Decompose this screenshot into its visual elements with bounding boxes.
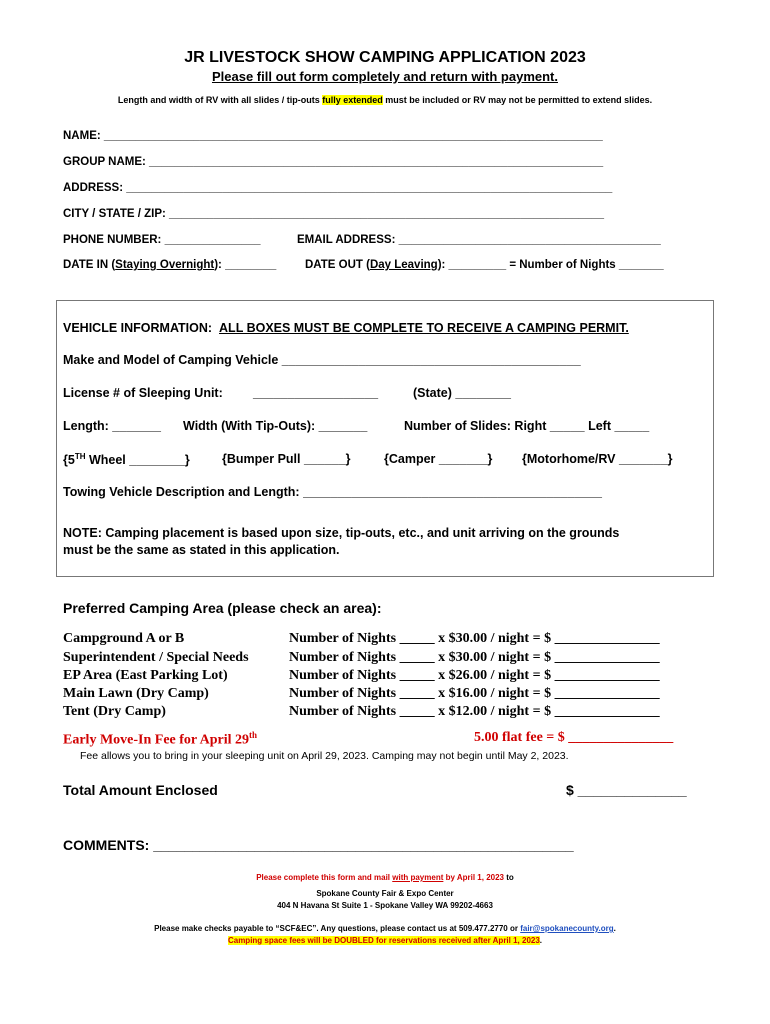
- date-out-underlined: Day Leaving: [369, 259, 438, 271]
- license-field[interactable]: __________________: [253, 386, 379, 400]
- vehicle-heading-label: VEHICLE INFORMATION:: [63, 321, 213, 335]
- note-highlight: fully extended: [322, 95, 383, 105]
- mail-u: with payment: [392, 873, 444, 882]
- width-field[interactable]: Width (With Tip-Outs): _______: [183, 419, 368, 433]
- camping-fee-row[interactable]: Number of Nights _____ x $30.00 / night = $ _______________: [289, 650, 660, 665]
- early-fee-text: 5.00 flat fee = $ _______________: [474, 730, 674, 745]
- camping-fee-row[interactable]: Number of Nights _____ x $12.00 / night = $ _______________: [289, 704, 660, 719]
- city-state-zip-field[interactable]: CITY / STATE / ZIP: ____________________________________________________________________: [63, 208, 604, 220]
- placement-note-line1: NOTE: Camping placement is based upon size, tip-outs, etc., and unit arriving on the grounds: [63, 526, 620, 540]
- doubled-end: .: [539, 936, 543, 945]
- license-label: License # of Sleeping Unit:: [63, 386, 223, 400]
- camping-area-label: Main Lawn (Dry Camp): [63, 686, 209, 701]
- early-move-in-fee[interactable]: [474, 730, 673, 746]
- camping-fee-row[interactable]: Number of Nights _____ x $30.00 / night = $ _______________: [289, 631, 660, 646]
- camping-area-title: Preferred Camping Area (please check an area):: [63, 600, 382, 616]
- mail-c: to: [504, 873, 514, 882]
- early-sup: th: [249, 730, 258, 740]
- early-a: Early Move-In Fee for April 29: [63, 732, 249, 748]
- total-amount-field[interactable]: $ ______________: [566, 782, 687, 798]
- total-label: Total Amount Enclosed: [63, 782, 218, 798]
- date-out-blank: ): _________ = Number of Nights _______: [437, 259, 664, 271]
- camping-area-label: Superintendent / Special Needs: [63, 650, 249, 665]
- mail-b: by April 1, 2023: [443, 873, 504, 882]
- name-field[interactable]: NAME: ______________________________________________________________________________: [63, 130, 603, 142]
- date-in-label: DATE IN (: [63, 259, 116, 271]
- note-before: Length and width of RV with all slides / tip-outs: [117, 95, 323, 105]
- group-name-field[interactable]: GROUP NAME: _______________________________________________________________________: [63, 156, 604, 168]
- early-move-in-note: Fee allows you to bring in your sleeping unit on April 29, 2023. Camping may not begin until May 2, 2023.: [80, 750, 569, 762]
- slides-field[interactable]: Number of Slides: Right _____ Left _____: [404, 419, 650, 433]
- camping-fee-row[interactable]: Number of Nights _____ x $16.00 / night = $ _______________: [289, 686, 660, 701]
- phone-number-field[interactable]: PHONE NUMBER: _______________: [63, 234, 261, 246]
- fifth-wheel-field[interactable]: [63, 452, 190, 467]
- camping-area-label: EP Area (East Parking Lot): [63, 668, 228, 683]
- doubled-fee-warning: [0, 936, 770, 945]
- checks-payable-note: [0, 924, 770, 933]
- page-subtitle: [0, 69, 770, 84]
- address-field[interactable]: ADDRESS: ____________________________________________________________________________: [63, 182, 613, 194]
- date-in-underlined: Staying Overnight: [115, 259, 215, 271]
- org-address: 404 N Havana St Suite 1 - Spokane Valley WA 99202-4663: [277, 901, 493, 910]
- motorhome-field[interactable]: {Motorhome/RV _______}: [522, 452, 673, 466]
- camper-field[interactable]: {Camper _______}: [384, 452, 493, 466]
- fifth-wheel-a: {5: [63, 453, 75, 468]
- early-move-in-label: [63, 730, 257, 749]
- camping-area-label: Tent (Dry Camp): [63, 704, 166, 719]
- placement-note-line2: must be the same as stated in this application.: [63, 543, 340, 557]
- mail-a: Please complete this form and mail: [256, 873, 393, 882]
- camping-fee-row[interactable]: Number of Nights _____ x $26.00 / night = $ _______________: [289, 668, 660, 683]
- rv-length-note: [0, 95, 770, 105]
- org-name: Spokane County Fair & Expo Center: [316, 889, 454, 898]
- subtitle-text: Please fill out form completely and return with payment.: [211, 69, 558, 84]
- date-in-blank: ): ________: [214, 259, 277, 271]
- towing-vehicle-field[interactable]: Towing Vehicle Description and Length: ___________________________________________: [63, 485, 602, 499]
- camping-area-label: Campground A or B: [63, 631, 185, 646]
- fifth-wheel-sup: TH: [74, 452, 86, 461]
- doubled-text: Camping space fees will be DOUBLED for reservations received after April 1, 2023: [227, 936, 540, 945]
- date-out-field[interactable]: [305, 259, 664, 271]
- comments-field[interactable]: COMMENTS: ______________________________________________________: [63, 837, 574, 853]
- mail-instructions: [0, 873, 770, 882]
- length-field[interactable]: Length: _______: [63, 419, 161, 433]
- vehicle-heading: [63, 321, 629, 335]
- date-out-label: DATE OUT (: [305, 259, 370, 271]
- bumper-pull-field[interactable]: {Bumper Pull ______}: [222, 452, 351, 466]
- date-in-field[interactable]: [63, 259, 276, 271]
- page-title: JR LIVESTOCK SHOW CAMPING APPLICATION 2023: [184, 49, 586, 66]
- make-model-field[interactable]: Make and Model of Camping Vehicle ___________________________________________: [63, 353, 581, 367]
- checks-end: .: [613, 924, 616, 933]
- vehicle-heading-required: ALL BOXES MUST BE COMPLETE TO RECEIVE A CAMPING PERMIT.: [219, 321, 629, 335]
- note-after: must be included or RV may not be permitted to extend slides.: [382, 95, 653, 105]
- checks-text: Please make checks payable to “SCF&EC”. Any questions, please contact us at 509.477.2770 or: [154, 924, 521, 933]
- email-address-field[interactable]: EMAIL ADDRESS: _________________________________________: [297, 234, 661, 246]
- fifth-wheel-b: Wheel ________}: [85, 453, 190, 468]
- contact-email-link[interactable]: fair@spokanecounty.org: [520, 924, 614, 933]
- state-field[interactable]: (State) ________: [413, 386, 511, 400]
